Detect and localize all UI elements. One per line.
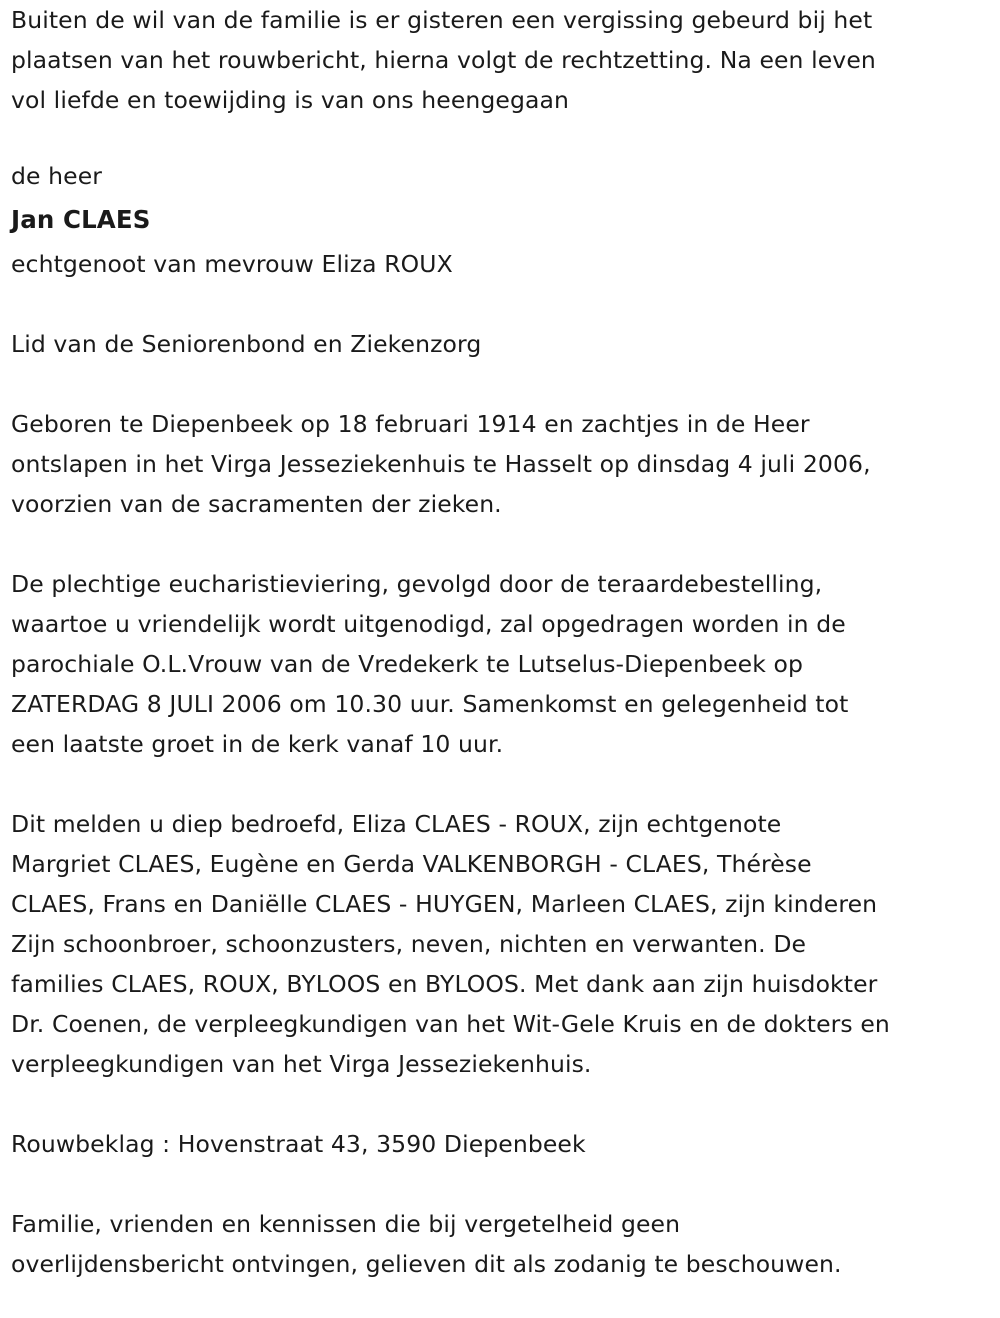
ceremony-paragraph xyxy=(11,564,996,764)
intro-line: plaatsen van het rouwbericht, hierna volgt de rechtzetting. Na een leven xyxy=(11,46,876,74)
family-line: CLAES, Frans en Daniëlle CLAES - HUYGEN, Marleen CLAES, zijn kinderen xyxy=(11,890,878,918)
family-paragraph xyxy=(11,804,996,1084)
obituary-notice xyxy=(11,0,996,1284)
family-line: Dit melden u diep bedroefd, Eliza CLAES - ROUX, zijn echtgenote xyxy=(11,810,782,838)
closing-line: Familie, vrienden en kennissen die bij vergetelheid geen xyxy=(11,1210,681,1238)
spouse-line: echtgenoot van mevrouw Eliza ROUX xyxy=(11,250,453,278)
ceremony-line: waartoe u vriendelijk wordt uitgenodigd, zal opgedragen worden in de xyxy=(11,610,846,638)
ceremony-line: De plechtige eucharistieviering, gevolgd door de teraardebestelling, xyxy=(11,570,823,598)
family-line: families CLAES, ROUX, BYLOOS en BYLOOS. Met dank aan zijn huisdokter xyxy=(11,970,878,998)
birth-death-line: Geboren te Diepenbeek op 18 februari 1914 en zachtjes in de Heer xyxy=(11,410,810,438)
title-prefix: de heer xyxy=(11,162,103,190)
intro-paragraph xyxy=(11,0,996,120)
intro-line: Buiten de wil van de familie is er gisteren een vergissing gebeurd bij het xyxy=(11,6,873,34)
birth-death-line: voorzien van de sacramenten der zieken. xyxy=(11,490,502,518)
ceremony-line: ZATERDAG 8 JULI 2006 om 10.30 uur. Samenkomst en gelegenheid tot xyxy=(11,690,849,718)
intro-line: vol liefde en toewijding is van ons heengegaan xyxy=(11,86,569,114)
family-line: Dr. Coenen, de verpleegkundigen van het Wit-Gele Kruis en de dokters en xyxy=(11,1010,890,1038)
closing-paragraph xyxy=(11,1204,996,1284)
condolence-paragraph xyxy=(11,1124,996,1164)
birth-death-paragraph xyxy=(11,404,996,524)
membership-paragraph xyxy=(11,324,996,364)
family-line: verpleegkundigen van het Virga Jesseziekenhuis. xyxy=(11,1050,592,1078)
ceremony-line: een laatste groet in de kerk vanaf 10 uur. xyxy=(11,730,504,758)
family-line: Zijn schoonbroer, schoonzusters, neven, nichten en verwanten. De xyxy=(11,930,807,958)
ceremony-line: parochiale O.L.Vrouw van de Vredekerk te Lutselus-Diepenbeek op xyxy=(11,650,803,678)
deceased-name: Jan CLAES xyxy=(11,205,151,234)
family-line: Margriet CLAES, Eugène en Gerda VALKENBORGH - CLAES, Thérèse xyxy=(11,850,812,878)
condolence-address: Rouwbeklag : Hovenstraat 43, 3590 Diepenbeek xyxy=(11,1130,586,1158)
closing-line: overlijdensbericht ontvingen, gelieven dit als zodanig te beschouwen. xyxy=(11,1250,842,1278)
birth-death-line: ontslapen in het Virga Jesseziekenhuis te Hasselt op dinsdag 4 juli 2006, xyxy=(11,450,871,478)
membership-line: Lid van de Seniorenbond en Ziekenzorg xyxy=(11,330,482,358)
